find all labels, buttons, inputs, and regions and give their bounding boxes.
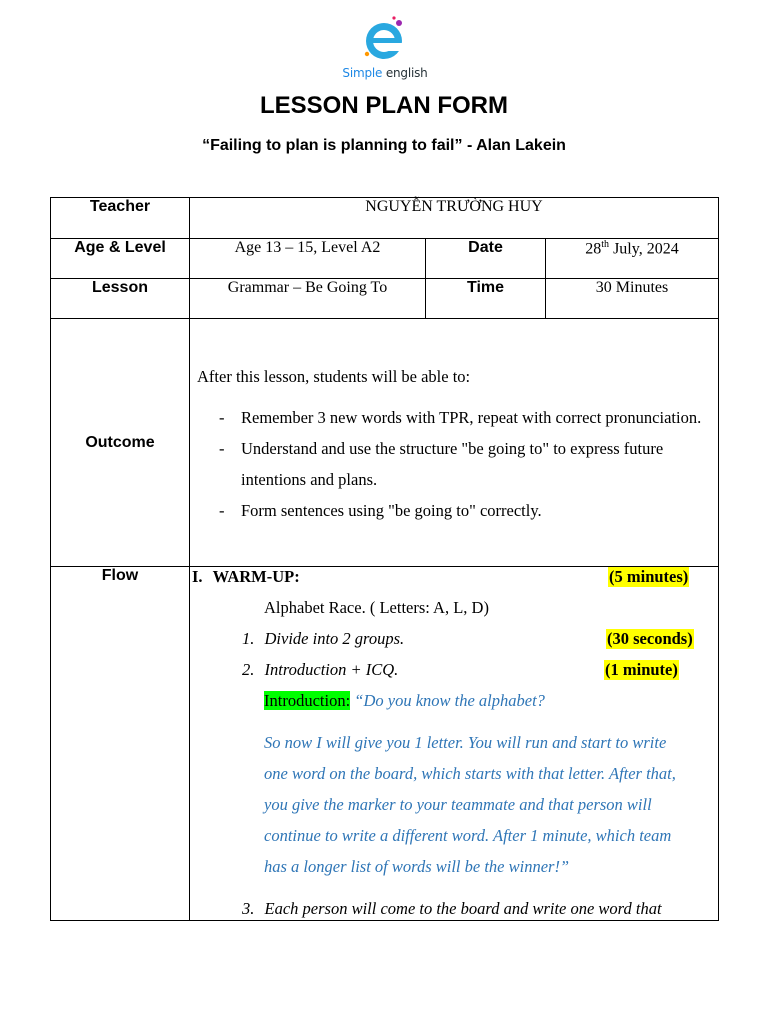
introduction-label: Introduction:	[264, 691, 351, 710]
date-day: 28	[585, 240, 602, 258]
date-label: Date	[426, 239, 546, 279]
time-label: Time	[426, 279, 546, 319]
quote-line: “Failing to plan is planning to fail” - Alan Lakein	[202, 137, 566, 154]
activity-title: Alphabet Race. ( Letters: A, L, D)	[264, 598, 489, 617]
step-3-text: Each person will come to the board and write one word that	[264, 899, 662, 918]
speech-line: So now I will give you 1 letter. You will run and start to write	[264, 733, 667, 752]
logo-english-text: english	[385, 66, 428, 80]
lesson-label: Lesson	[51, 279, 190, 319]
logo-wordmark	[340, 66, 430, 80]
step-2-time-badge: (1 minute)	[605, 660, 678, 679]
outcome-list	[197, 402, 710, 526]
outcome-intro: After this lesson, students will be able to:	[197, 367, 471, 386]
logo-e-icon	[358, 14, 412, 64]
teacher-value: NGUYỄN TRƯỜNG HUY	[190, 198, 719, 239]
teacher-label: Teacher	[51, 198, 190, 239]
outcome-label: Outcome	[51, 319, 190, 567]
section-number: I.	[192, 567, 203, 586]
flow-row	[51, 567, 719, 921]
speech-line: one word on the board, which starts with that letter. After that,	[264, 764, 676, 783]
section-title: WARM-UP:	[212, 567, 300, 586]
step-1-number: 1.	[242, 629, 255, 648]
outcome-content	[190, 319, 719, 567]
teacher-row	[51, 198, 719, 239]
age-level-label: Age & Level	[51, 239, 190, 279]
page-title: LESSON PLAN FORM	[259, 92, 508, 119]
speech-line: you give the marker to your teammate and that person will	[264, 795, 652, 814]
lesson-value: Grammar – Be Going To	[190, 279, 426, 319]
simple-english-logo	[340, 14, 430, 84]
introduction-quote: “Do you know the alphabet?	[354, 691, 545, 710]
speech-line: has a longer list of words will be the winner!”	[264, 857, 570, 876]
step-1-time-badge: (30 seconds)	[607, 629, 693, 648]
lesson-plan-table	[50, 197, 719, 921]
flow-label: Flow	[51, 567, 190, 921]
outcome-item: - Understand and use the structure "be going to" to express future intentions and plans.	[197, 433, 710, 495]
date-value	[546, 239, 719, 279]
outcome-row	[51, 319, 719, 567]
outcome-item: - Remember 3 new words with TPR, repeat with correct pronunciation.	[197, 402, 710, 433]
time-value: 30 Minutes	[546, 279, 719, 319]
step-2-text: Introduction + ICQ.	[264, 660, 399, 679]
step-3	[242, 899, 700, 919]
age-level-row	[51, 239, 719, 279]
date-rest: July, 2024	[609, 240, 679, 258]
introduction-line	[264, 691, 700, 711]
step-1-text: Divide into 2 groups.	[264, 629, 405, 648]
logo-simple-text: Simple	[342, 66, 383, 80]
step-3-number: 3.	[242, 899, 255, 918]
age-level-value: Age 13 – 15, Level A2	[190, 239, 426, 279]
lesson-row	[51, 279, 719, 319]
outcome-item: - Form sentences using "be going to" correctly.	[197, 495, 710, 526]
warmup-time-badge: (5 minutes)	[609, 567, 689, 586]
step-2-number: 2.	[242, 660, 255, 679]
date-suffix: th	[601, 239, 610, 250]
speech-line: continue to write a different word. After 1 minute, which team	[264, 826, 672, 845]
flow-content	[190, 567, 719, 921]
